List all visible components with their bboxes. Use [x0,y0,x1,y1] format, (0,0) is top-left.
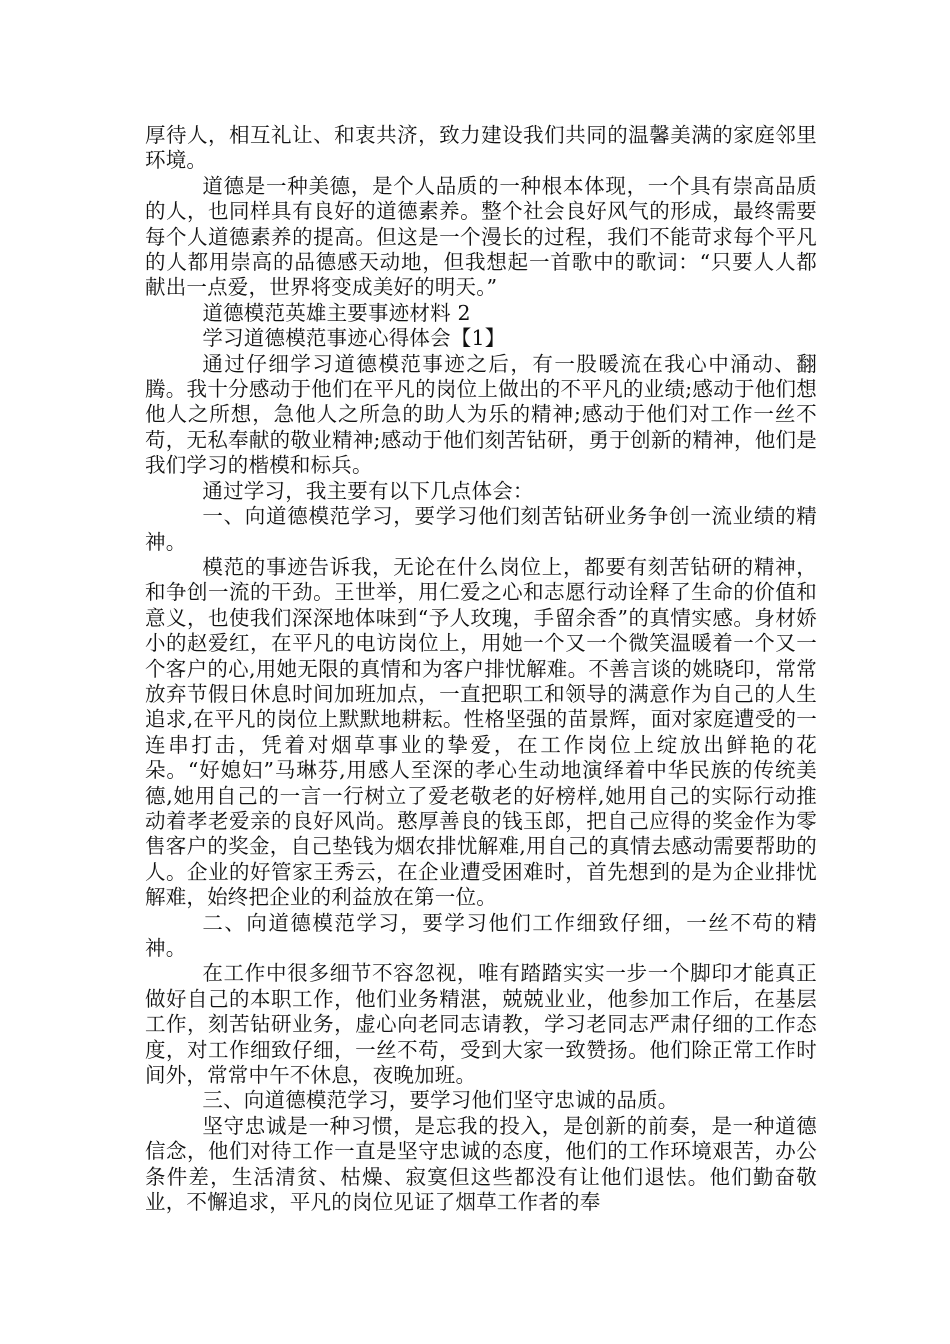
subsection-title: 学习道德模范事迹心得体会【1】 [202,326,506,351]
paragraph-details: 在工作中很多细节不容忽视，唯有踏踏实实一步一个脚印才能真正做好自己的本职工作，他们业务精湛，兢兢业业，他参加工作后，在基层工作，刻苦钻研业务，虚心向老同志请教，学习老同志严肃仔细的工作态度，对工作细致仔细，一丝不苟，受到大家一致赞扬。他们除正常工作时间外，常常中午不休息，夜晚加班。 [145,961,817,1088]
point-one-heading: 一、向道德模范学习，要学习他们刻苦钻研业务争创一流业绩的精神。 [145,504,817,554]
paragraph-morality: 道德是一种美德，是个人品质的一种根本体现，一个具有崇高品质的人，也同样具有良好的道德素养。整个社会良好风气的形成，最终需要每个人道德素养的提高。但这是一个漫长的过程，我们不能苛求每个平凡的人都用崇高的品德感天动地，但我想起一首歌中的歌词：“只要人人都献出一点爱，世界将变成美好的明天。” [145,173,817,300]
paragraph-continuation: 厚待人，相互礼让、和衷共济，致力建设我们共同的温馨美满的家庭邻里环境。 [145,123,817,173]
section-title: 道德模范英雄主要事迹材料 2 [202,300,471,325]
paragraph-intro: 通过仔细学习道德模范事迹之后，有一股暖流在我心中涌动、翻腾。我十分感动于他们在平凡的岗位上做出的不平凡的业绩;感动于他们想他人之所想，急他人之所急的助人为乐的精神;感动于他们对工作一丝不苟，无私奉献的敬业精神;感动于他们刻苦钻研，勇于创新的精神，他们是我们学习的楷模和标兵。 [145,351,817,478]
document-page [145,123,817,1215]
paragraph-summary-lead: 通过学习，我主要有以下几点体会： [202,478,534,503]
point-three-heading: 三、向道德模范学习，要学习他们坚守忠诚的品质。 [202,1088,679,1113]
point-two-heading: 二、向道德模范学习，要学习他们工作细致仔细，一丝不苟的精神。 [145,910,817,960]
paragraph-examples: 模范的事迹告诉我，无论在什么岗位上，都要有刻苦钻研的精神，和争创一流的干劲。王世举，用仁爱之心和志愿行动诠释了生命的价值和意义，也使我们深深地体味到“予人玫瑰，手留余香”的真情实感。身材娇小的赵爱红，在平凡的电访岗位上，用她一个又一个微笑温暖着一个又一个客户的心,用她无限的真情和为客户排忧解难。不善言谈的姚晓印，常常放弃节假日休息时间加班加点，一直把职工和领导的满意作为自己的人生追求,在平凡的岗位上默默地耕耘。性格坚强的苗景辉，面对家庭遭受的一连串打击，凭着对烟草事业的挚爱，在工作岗位上绽放出鲜艳的花朵。“好媳妇”马琳芬,用感人至深的孝心生动地演绎着中华民族的传统美德,她用自己的一言一行树立了爱老敬老的好榜样,她用自己的实际行动推动着孝老爱亲的良好风尚。憨厚善良的钱玉郎，把自己应得的奖金作为零售客户的奖金，自己垫钱为烟农排忧解难,用自己的真情去感动需要帮助的人。企业的好管家王秀云，在企业遭受困难时，首先想到的是为企业排忧解难，始终把企业的利益放在第一位。 [145,554,817,910]
paragraph-loyalty: 坚守忠诚是一种习惯，是忘我的投入，是创新的前奏，是一种道德信念，他们对待工作一直是坚守忠诚的态度，他们的工作环境艰苦，办公条件差，生活清贫、枯燥、寂寞但这些都没有让他们退怯。他们勤奋敬业，不懈追求，平凡的岗位见证了烟草工作者的奉 [145,1113,817,1215]
